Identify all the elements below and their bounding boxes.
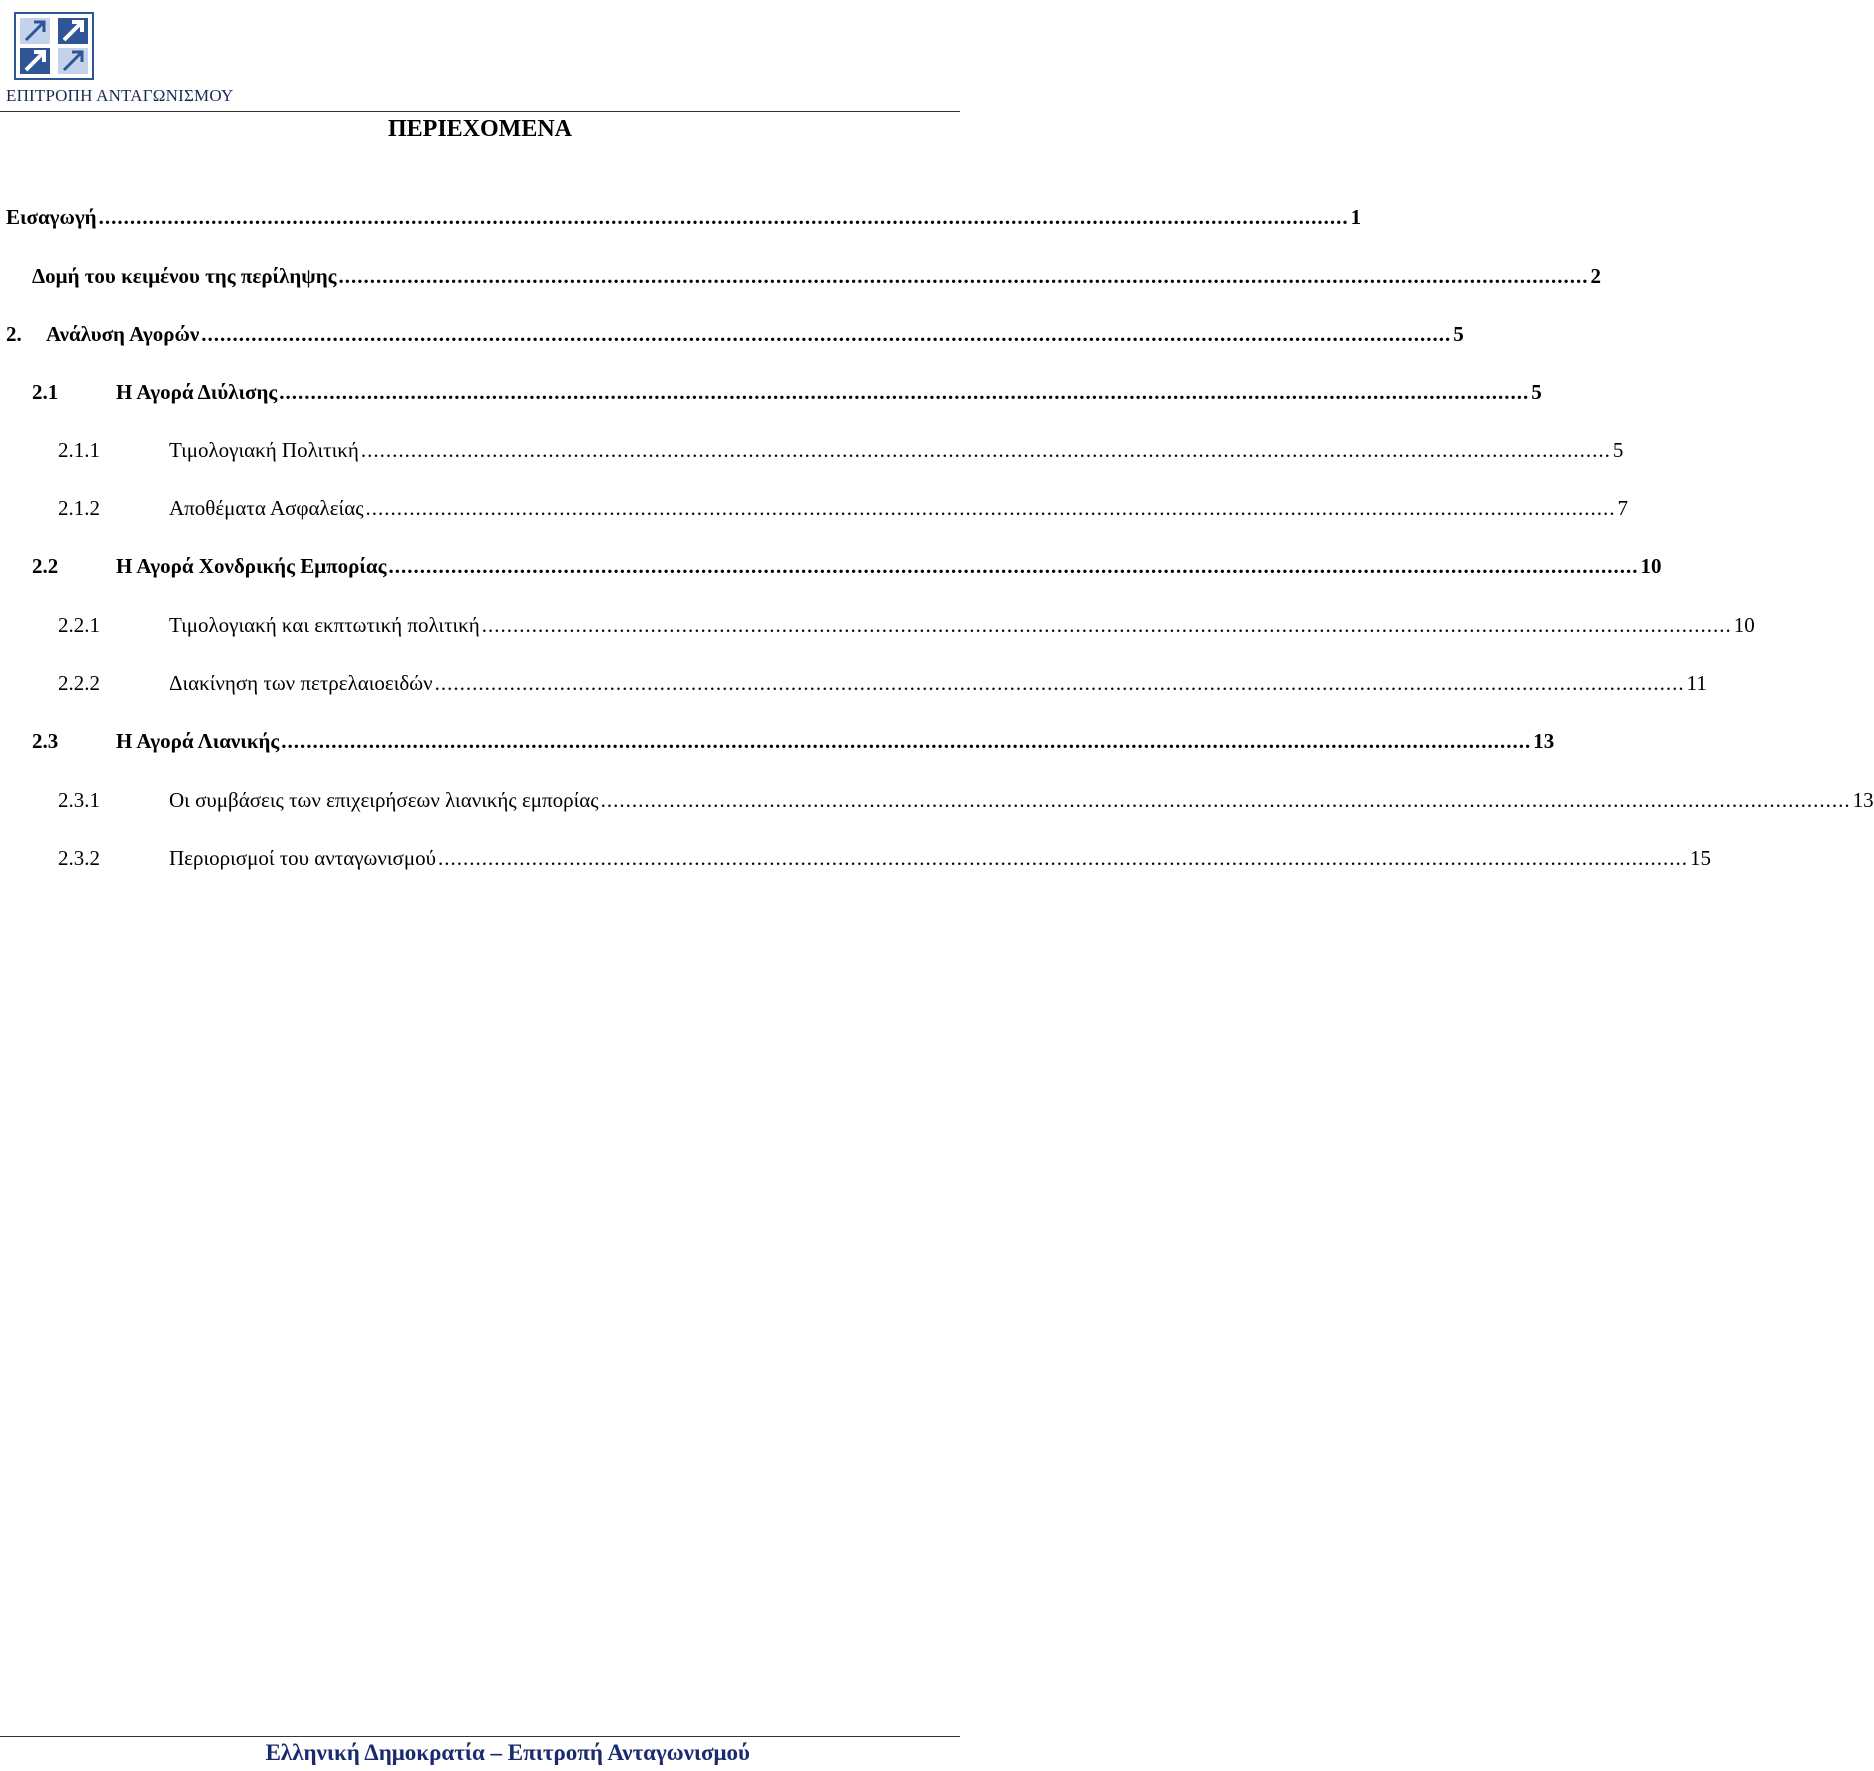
toc-entry-title: Τιμολογιακή Πολιτική [169,438,359,462]
toc-entry-number: 2.3 [32,729,59,753]
toc-entry-page: 1 [1350,205,1362,229]
toc-entry-title: Περιορισμοί του ανταγωνισμού [169,846,436,870]
toc-entry-number: 2.2.2 [58,671,100,695]
toc-entry-page: 15 [1689,846,1711,870]
toc-entry-title: Η Αγορά Λιανικής [116,729,280,753]
toc-entry-page: 13 [1533,729,1555,753]
toc-entry-page: 13 [1852,788,1874,812]
footer-text: Ελληνική Δημοκρατία – Επιτροπή Ανταγωνισμού [265,1740,750,1765]
toc-entry[interactable] [58,844,1711,872]
toc-entry-title: Η Αγορά Διύλισης [116,380,278,404]
toc-entry-title: Δομή του κειμένου της περίληψης [32,264,337,288]
toc-entry-number: 2. [6,322,22,346]
toc-entry-page: 5 [1453,322,1464,346]
toc-entry-number: 2.3.1 [58,788,100,812]
toc-entry[interactable] [32,552,1662,580]
toc-entry-page: 5 [1531,380,1542,404]
toc-entry[interactable] [32,727,1555,755]
toc-entry-number: 2.1.1 [58,438,100,462]
organization-name: ΕΠΙΤΡΟΠΗ ΑΝΤΑΓΩΝΙΣΜΟΥ [6,86,234,105]
toc-entry-page: 5 [1612,438,1624,462]
toc-leader-dots: ........................................................................................................................................................................................................ [201,322,1452,346]
toc-entry-number: 2.2.1 [58,613,100,637]
toc-entry-title: Τιμολογιακή και εκπτωτική πολιτική [169,613,480,637]
toc-entry-page: 10 [1733,613,1755,637]
toc-entry[interactable] [58,786,1874,814]
footer-divider [0,1736,960,1737]
toc-title: ΠΕΡΙΕΧΟΜΕΝΑ [387,116,572,142]
toc-entry[interactable] [32,378,1542,406]
toc-leader-dots: ........................................................................................................................................................................................................ [600,788,1851,812]
toc-entry-number: 2.1 [32,380,59,404]
toc-leader-dots: ........................................................................................................................................................................................................ [338,264,1589,288]
toc-entry-title: Εισαγωγή [6,205,97,229]
toc-entry[interactable] [58,669,1707,697]
toc-entry-page: 2 [1590,264,1602,288]
toc-entry-title: Διακίνηση των πετρελαιοειδών [169,671,433,695]
toc-leader-dots: ........................................................................................................................................................................................................ [388,554,1639,578]
toc-entry-number: 2.2 [32,554,59,578]
toc-entry-number: 2.1.2 [58,496,100,520]
toc-entry-title: Η Αγορά Χονδρικής Εμπορίας [116,554,387,578]
toc-entry-title: Οι συμβάσεις των επιχειρήσεων λιανικής εμπορίας [169,788,599,812]
arrows-logo-icon [14,12,94,80]
toc-entry-page: 11 [1686,671,1707,695]
toc-leader-dots: ........................................................................................................................................................................................................ [365,496,1616,520]
toc-entry-number: 2.3.2 [58,846,100,870]
toc-leader-dots: ........................................................................................................................................................................................................ [281,729,1532,753]
toc-entry[interactable] [32,262,1602,290]
toc-leader-dots: ........................................................................................................................................................................................................ [360,438,1611,462]
toc-leader-dots: ........................................................................................................................................................................................................ [98,205,1349,229]
toc-entry-title: Αποθέματα Ασφαλείας [169,496,364,520]
toc-entry-page: 10 [1640,554,1662,578]
toc-entry[interactable] [6,320,1464,348]
toc-leader-dots: ........................................................................................................................................................................................................ [279,380,1530,404]
toc-leader-dots: ........................................................................................................................................................................................................ [437,846,1688,870]
toc-entry[interactable] [58,436,1624,464]
toc-entry-page: 7 [1617,496,1629,520]
toc-entry[interactable] [58,611,1755,639]
toc-entry[interactable] [58,494,1629,522]
toc-leader-dots: ........................................................................................................................................................................................................ [481,613,1732,637]
toc-entry-title: Ανάλυση Αγορών [46,322,200,346]
toc-leader-dots: ........................................................................................................................................................................................................ [434,671,1685,695]
toc-entry[interactable] [6,203,1362,231]
